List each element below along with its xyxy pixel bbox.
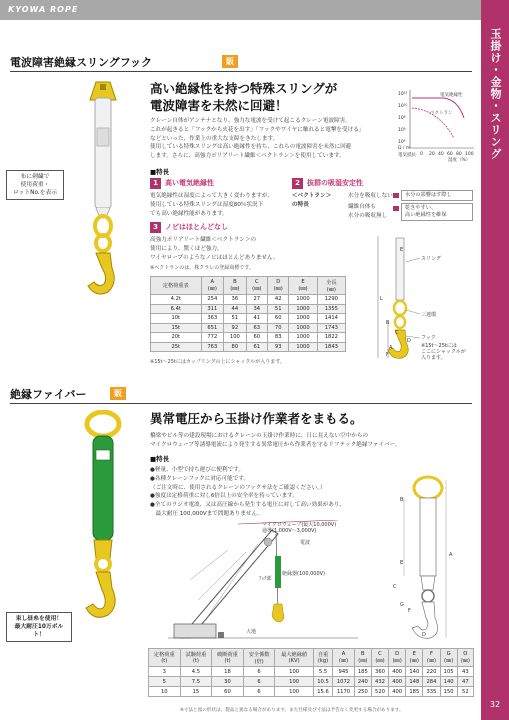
section1-title: 電波障害絶縁スリングフック	[10, 56, 153, 69]
feature2-row1-left: 水分を吸収しない	[348, 193, 393, 199]
section1-table-note: ※15t～25tにはカップリングの上にシャックルが入ります。	[150, 359, 285, 365]
dim2-label-g: G	[400, 602, 404, 608]
feature2-subject: ＜ベクトラン＞ の特長	[292, 193, 332, 208]
crane-fiber-label: 絶縁器(100,000V)	[282, 571, 325, 577]
table-header-cell: 自重 (kg)	[313, 649, 332, 667]
table-header-cell: D (㎜)	[268, 277, 289, 295]
dim-label-e: E	[400, 247, 404, 253]
section2-title: 絶縁ファイバー	[10, 388, 87, 401]
dim2-label-b: B	[400, 497, 404, 503]
label-hook: フック	[421, 335, 436, 341]
feature2-row1-result: 水分の影響はす際し	[401, 190, 473, 201]
feature1-heading: 1 高い電気絶縁性	[150, 178, 214, 189]
dim-label-d: D	[407, 338, 411, 344]
dim-label-c: C	[395, 330, 399, 336]
crane-ground-label: 大地	[246, 629, 257, 635]
chart-tick-y-2: 10⁸	[398, 116, 406, 121]
chart-tick-x-1: 20	[429, 152, 435, 157]
feature2-heading: 2 抜群の吸湿安定性	[292, 178, 363, 189]
dim2-label-d: D	[422, 632, 426, 638]
table-header-cell: E (㎜)	[289, 277, 317, 295]
chart-tick-y-1: 10¹⁰	[398, 104, 408, 109]
dim2-label-e: E	[400, 560, 404, 566]
table-header-cell: E (㎜)	[406, 649, 423, 667]
section2-headline: 異常電圧から玉掛け作業者をまもる。	[150, 411, 363, 426]
dim2-label-f: F	[408, 608, 411, 614]
diagram-note: ※15t～25tには ここにシャックルが 入ります。	[421, 343, 466, 361]
section1-callout: 布に刺繍で 使用荷重・ ロットNo.を表示	[6, 170, 64, 200]
chart-tick-y-3: 10⁶	[398, 128, 406, 133]
feature3-body: 高強力ポリアリート繊維＜ベクトラン＞の 使用により、驚くほど強力。 ワイヤロープのようなノビはほとんどありません。	[150, 237, 279, 261]
table-header-cell: D (㎜)	[389, 649, 406, 667]
table-row: 20t 772 100 60 83 1000 1822	[151, 333, 346, 343]
table-row: 6.4t 311 44 34 51 1000 1355	[151, 304, 346, 314]
table-header-cell: 安全係数 (倍)	[243, 649, 275, 667]
table-header-cell: 試験荷重 (t)	[180, 649, 212, 667]
table-header-cell: B (㎜)	[354, 649, 371, 667]
dim2-label-a: A	[449, 552, 453, 558]
table-row: 10t 363 51 41 60 1000 1414	[151, 314, 346, 324]
table-header-cell: B (㎜)	[224, 277, 247, 295]
feature3-heading: 3 ノビはほとんどなし	[150, 222, 228, 233]
chart-tick-x-5: 100	[465, 152, 474, 157]
table-header-cell: F (㎜)	[423, 649, 440, 667]
feature2-number: 2	[292, 178, 303, 189]
table-header-cell: 定格荷重表	[151, 277, 202, 295]
dim-label-f: F	[386, 352, 389, 358]
page-footnote: ※寸法と図の形状は、製品と異なる場合があります。また仕様及び寸法は予告なく変更する場合があります。	[180, 708, 404, 713]
table-header-cell: 最大絶縁値 (KV)	[275, 649, 313, 667]
table-row: 15t 651 92 63 70 1000 1743	[151, 323, 346, 333]
section2-features-list: ●軽量、小型で持ち運びに便利です。 ●各種クレーンフックに対応可能です。 （ご注文時に、使用されるクレーンのフックサ法をご確認ください。） ●強度は定格荷重に対し6倍以上の安全率を持っています。 ●全てのラジオ電波、又は高圧線から発生する電圧に対して高い効果があり、 最大耐圧 100,000Vまで問題ありません。	[150, 467, 346, 517]
table-header-cell: O (㎜)	[457, 649, 473, 667]
table-row: 4.2t 254 36 27 42 1000 1290	[151, 295, 346, 305]
table-header-cell: G (㎜)	[440, 649, 457, 667]
table-header-cell: C (㎜)	[371, 649, 388, 667]
feature2-arrow-2	[393, 206, 399, 211]
dim-label-a: A	[389, 345, 393, 351]
feature2-arrow-1	[393, 193, 399, 198]
section1-spec-table	[150, 276, 346, 352]
page-number: 32	[489, 700, 501, 709]
section1-features-label: ■特長	[150, 168, 170, 176]
feature2-row2-left: 繊維自体も 水分の吸収無し	[348, 204, 388, 219]
table-header-cell: 破断荷重 (t)	[212, 649, 244, 667]
chart-tick-y-4: 10⁴	[398, 140, 406, 145]
label-ring: 三連環	[421, 312, 437, 318]
section1-sale-tag: 販	[222, 55, 238, 68]
table-row: 3 4.5 18 6 100 5.5 945 185 360 400 140 220 105 43	[149, 667, 474, 677]
label-sling: スリング	[421, 256, 441, 262]
chart-tick-x-4: 80	[456, 152, 462, 157]
section1-divider	[10, 71, 472, 72]
section1-headline: 高い絶縁性を持つ特殊スリングが 電波障害を未然に回避！	[150, 81, 338, 113]
crane-hook-label: ﾌｯｸ部	[259, 576, 272, 582]
table-row: 10 15 60 6 100 15.6 1170 250 520 400 185 335 150 52	[149, 687, 474, 697]
section2-sale-tag: 販	[110, 387, 126, 400]
feature1-number: 1	[150, 178, 161, 189]
chart-tick-y-0: 10¹²	[398, 92, 408, 97]
table-header-cell: A (㎜)	[201, 277, 224, 295]
feature1-body: 電気絶縁性は湿度によって大きく変わりますが、 使用している特殊スリングは湿度80％状況下 でも高い絶縁性能があります。	[150, 193, 274, 217]
feature3-note: ※ベクトランのは、株クラレの登録商標です。	[150, 265, 254, 271]
table-header-cell: C (㎜)	[246, 277, 267, 295]
insulation-humidity-chart	[398, 88, 476, 163]
insulation-fiber-illustration	[66, 410, 136, 630]
chart-legend-mid: ベクトラン	[430, 111, 453, 116]
chart-unit-y: Ω / m	[398, 146, 411, 151]
chart-unit-x-prefix: 電気抵抗	[398, 153, 416, 158]
chart-unit-x: 湿度（%）	[448, 158, 471, 163]
table-header-cell: 定格荷重 (t)	[149, 649, 181, 667]
feature3-number: 3	[150, 222, 161, 233]
feature2-row2-result: 乾きやすい、 高い絶縁性を維保	[401, 203, 473, 221]
dim2-label-c: C	[393, 584, 397, 590]
section2-divider	[10, 403, 472, 404]
chart-legend-top: 電気絶縁性	[440, 93, 463, 98]
sidebar-category-label: 玉掛け・金物・スリング	[489, 28, 502, 160]
sling-hook-illustration	[66, 78, 136, 298]
chart-tick-x-0: 0	[420, 152, 423, 157]
dim-label-b: B	[386, 320, 390, 326]
table-row: 25t 763 80 61 93 1000 1843	[151, 342, 346, 352]
section2-callout: 束し昼糸を使用！ 最大耐圧10万ボルト！	[6, 612, 72, 642]
section1-body-text: クレーン自体がアンテナとなり、強力な電波を受けて起こるクレーン電波障害。 これが起きると「フックから火花を出す」「フックやワイヤに触れると電撃を受ける」 などといった、作業上の重大な支障をきたします。 使用している特殊スリングは高い絶縁性を持ち、これらの電波障害を未然に回避 します。さらに、高強力ポリアリート繊維＜ベクトラン＞を使用しています。	[150, 118, 365, 160]
section2-spec-table	[148, 648, 474, 697]
table-header-row	[151, 277, 346, 295]
crane-microwave-label: マイクロウェーブ(最大10,000V) 通導(1,000V～3,000V)	[262, 522, 337, 534]
table-row: 5 7.5 30 6 100 10.5 1072 240 432 400 148 284 140 47	[149, 677, 474, 687]
brand-logo-text: KYOWA ROPE	[8, 5, 79, 14]
table-header-row	[149, 649, 474, 667]
chart-tick-x-2: 40	[438, 152, 444, 157]
chart-tick-x-3: 60	[447, 152, 453, 157]
table-header-cell: 全長 (㎜)	[317, 277, 345, 295]
dim-label-l: L	[380, 296, 383, 302]
section2-body-text: 橋梁やビル等の建設現場におけるクレーンの玉掛け作業時に、日に見えない空中からの マイクロウェーブ等誘導電流により発生する異常電圧から作業者を守るリフテック絶縁ファイバー。	[150, 433, 401, 448]
table-header-cell: A (㎜)	[333, 649, 355, 667]
crane-wire-label: 電波	[300, 540, 311, 546]
section2-features-label: ■特長	[150, 455, 170, 463]
